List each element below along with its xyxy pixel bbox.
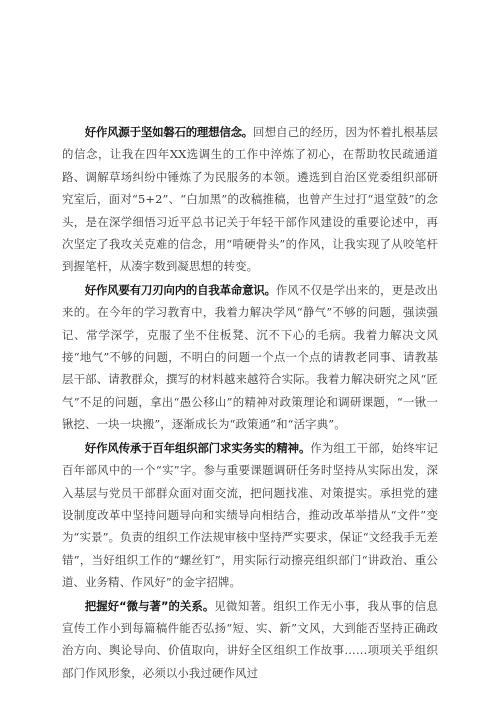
paragraph-text: 回想自己的经历，因为怀着扎根基层的信念，让我在四年XX选调生的工作中淬炼了初心，在帮助牧民疏通道路、调解草场纠纷中锤炼了为民服务的本领。遴选到自治区党委组织部研究室后，面对“5+2”、“白加黑”的改稿推稿，也曾产生过打“退堂鼓”的念头，是在深学细悟习近平总书记关于年轻干部作风建设的重要论述中，再次坚定了我攻关克难的信念，用“啃硬骨头”的作风，让我实现了从咬笔杆到握笔杆，从凑字数到凝思想的转变。	[62, 125, 438, 274]
paragraph-micro-macro	[62, 595, 438, 685]
paragraph-pragmatic-spirit	[62, 437, 438, 594]
paragraph-lead: 好作风传承于百年组织部门求实务实的精神。	[84, 440, 311, 455]
paragraph-text: 见微知著。组织工作无小事，我从事的信息宣传工作小到每篇稿件能否弘扬“短、实、新”文风，大到能否坚持正确政治方向、舆论导向、价值取向，讲好全区组织工作故事……项项关乎组织部门作风形象，必须以小我过硬作风过	[62, 598, 439, 680]
document-body	[62, 121, 438, 684]
paragraph-lead: 好作风要有刀刃向内的自我革命意识。	[84, 282, 276, 297]
paragraph-lead: 把握好“微与著”的关系。	[84, 598, 215, 613]
paragraph-lead: 好作风源于坚如磐石的理想信念。	[84, 125, 253, 139]
paragraph-self-revolution	[62, 279, 438, 436]
paragraph-text: 作风不仅是学出来的，更是改出来的。在今年的学习教育中，我着力解决学风“静气”不够的问题，强读强记、常学深学，克服了坐不住板凳、沉不下心的毛病。我着力解决文风接“地气”不够的问题，不明白的问题一个点一个点的请教老同事、请教基层干部、请教群众，撰写的材料越来越符合实际。我着力解决研究之风“匠气”不足的问题，拿出“愚公移山”的精神对政策理论和调研课题，“一锹一锹挖、一块一块搬”，逐渐成长为“政策通”和“活字典”。	[62, 282, 438, 432]
paragraph-ideals	[62, 121, 438, 278]
paragraph-text: 作为组工干部，始终牢记百年部风中的一个“实”字。参与重要课题调研任务时坚持从实际出发，深入基层与党员干部群众面对面交流，把问题找准、对策提实。承担党的建设制度改革中坚持问题导向和实绩导向相结合，推动改革举措从“文件”变为“实景”。负责的组织工作法规审核中坚持严实要求，保证“文经我手无差错”，当好组织工作的“螺丝钉”，用实际行动擦亮组织部门“讲政治、重公道、业务精、作风好”的金字招牌。	[62, 440, 438, 590]
